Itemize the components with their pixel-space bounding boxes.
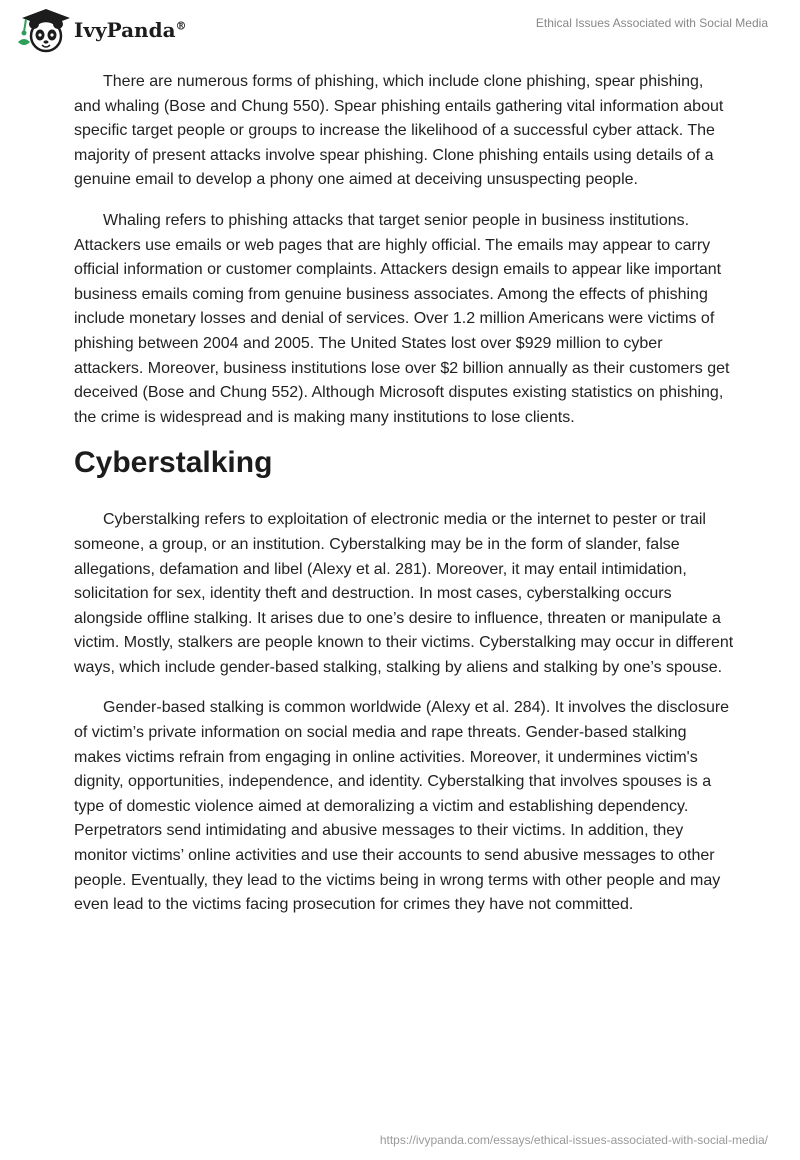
section-heading: Cyberstalking (74, 446, 273, 480)
panda-graduate-icon (14, 6, 70, 54)
body-paragraph: Cyberstalking refers to exploitation of electronic media or the internet to pester or trail someone, a group, or an institution. Cyberstalking may be in the form of slander, false allegations, defamation and libel (Alexy et al. 281). Moreover, it may entail intimidation, solicitation for sex, identity theft and destruction. In most cases, cyberstalking occurs alongside offline stalking. It arises due to one’s desire to influence, threaten or manipulate a victim. Mostly, stalkers are people known to their victims. Cyberstalking may occur in different ways, which include gender-based stalking, stalking by aliens and stalking by one’s spouse. (74, 511, 734, 676)
page-header (0, 0, 800, 68)
body-paragraph: Gender-based stalking is common worldwide (Alexy et al. 284). It involves the disclosure of victim’s private information on social media and rape threats. Gender-based stalking makes victims refrain from engaging in online activities. Moreover, it undermines victim's dignity, opportunities, independence, and identity. Cyberstalking that involves spouses is a type of domestic violence aimed at demoralizing a victim and establishing dependency. Perpetrators send intimidating and abusive messages to their victims. In addition, they monitor victims’ online activities and use their accounts to send abusive messages to other people. Eventually, they lead to the victims being in wrong terms with other people and may even lead to the victims facing prosecution for crimes they have not committed. (74, 699, 730, 914)
brand-logo[interactable] (14, 6, 187, 54)
footer-url[interactable]: https://ivypanda.com/essays/ethical-issues-associated-with-social-media/ (379, 1133, 768, 1147)
essay-content (74, 70, 734, 934)
document-title: Ethical Issues Associated with Social Media (535, 16, 768, 30)
body-paragraph: Whaling refers to phishing attacks that target senior people in business institutions. Attackers use emails or web pages that are highly official. The emails may appear to carry official information or customer complaints. Attackers design emails to appear like important business emails coming from genuine business associates. Among the effects of phishing include monetary losses and denial of services. Over 1.2 million Americans were victims of phishing between 2004 and 2005. The United States lost over $929 million to cyber attackers. Moreover, business institutions lose over $2 billion annually as their customers get deceived (Bose and Chung 552). Although Microsoft disputes existing statistics on phishing, the crime is widespread and is making many institutions to lose clients. (74, 211, 730, 426)
brand-name: IvyPanda® (74, 18, 187, 42)
body-paragraph: There are numerous forms of phishing, which include clone phishing, spear phishing, and whaling (Bose and Chung 550). Spear phishing entails gathering vital information about specific target people or groups to increase the likelihood of a successful cyber attack. The majority of present attacks involve spear phishing. Clone phishing entails using details of a genuine email to develop a phony one aimed at deceiving unsuspecting people. (74, 73, 724, 189)
